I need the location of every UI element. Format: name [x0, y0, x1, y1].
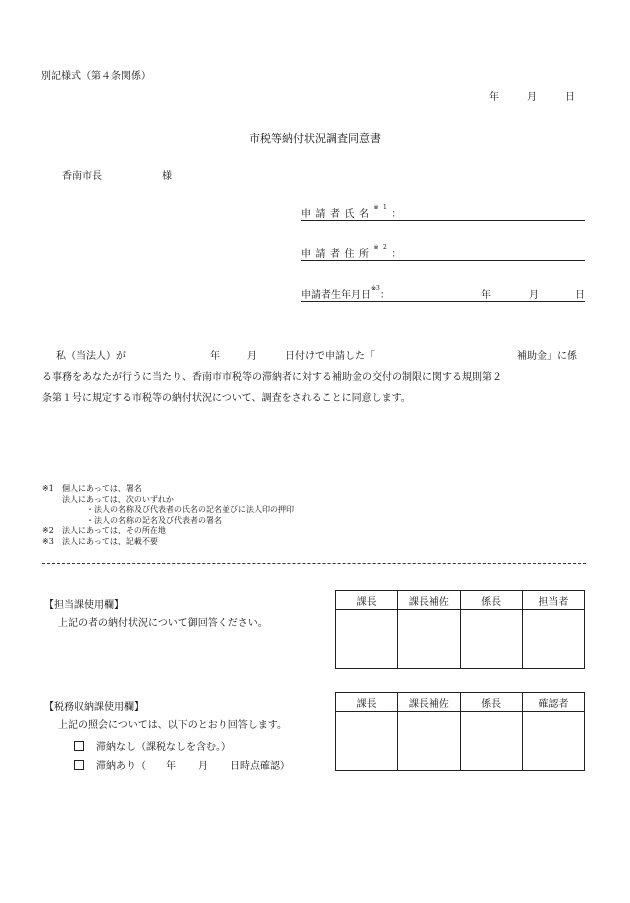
stamp-col-header: 係長: [460, 591, 522, 610]
birth-month-label: 月: [529, 290, 539, 301]
option-no-delinquency-label: 滞納なし（課税なしを含む。）: [96, 742, 231, 753]
option-delinquency[interactable]: [74, 757, 290, 772]
applicant-birthdate-label: 申請者生年月日: [301, 290, 371, 301]
stamp-col-header: 課長: [336, 693, 398, 712]
stamp-col-header: 担当者: [522, 591, 584, 610]
stamp-col-header: 課長補佐: [398, 693, 460, 712]
date-year: 年: [489, 92, 499, 103]
stamp-cell[interactable]: [336, 610, 398, 669]
form-reference: 別記様式（第４条関係）: [41, 71, 151, 82]
consent-line3: 条第１号に規定する市税等の納付状況について、調査をされることに同意します。: [42, 393, 411, 404]
applicant-name-field[interactable]: 申請者氏名$^{※1}$：: [301, 205, 585, 221]
applicant-address-field[interactable]: 申請者住所$^{※2}$：: [301, 245, 585, 261]
document-title: 市税等納付状況調査同意書: [249, 132, 381, 145]
consent-line1-start: 私（当法人）が: [56, 351, 126, 362]
document-date: [489, 88, 575, 103]
date-day: 日: [565, 92, 575, 103]
applicant-address-label: 申請者住所: [301, 249, 374, 260]
stamp-cell[interactable]: [398, 712, 460, 771]
addressee-name: 香南市長: [62, 171, 102, 182]
applicant-name-label: 申請者氏名: [301, 209, 374, 220]
consent-month: 月: [247, 351, 257, 362]
section2-reply-text: 上記の照会については、以下のとおり回答します。: [58, 720, 287, 731]
stamp-cell[interactable]: [398, 610, 460, 669]
note-mark-2: ※2: [373, 244, 392, 251]
stamp-cell[interactable]: [460, 610, 522, 669]
stamp-col-header: 係長: [460, 693, 522, 712]
consent-statement: [42, 346, 587, 409]
section1-heading: 【担当課使用欄】: [44, 600, 124, 611]
consent-line1-end: 補助金」に係: [517, 351, 577, 362]
section2-heading: 【税務収納課使用欄】: [44, 702, 144, 713]
stamp-cell[interactable]: [522, 610, 584, 669]
cut-line-divider: [42, 563, 586, 564]
checkbox-no-delinquency[interactable]: [74, 741, 84, 751]
confirm-year: 年: [166, 761, 176, 772]
option-no-delinquency[interactable]: [74, 738, 231, 753]
consent-line2: る事務をあなたが行うに当たり、香南市市税等の滞納者に対する補助金の交付の制限に関する規則第２: [42, 372, 502, 383]
confirm-day-suffix: 日時点確認）: [230, 761, 290, 772]
consent-year: 年: [210, 351, 220, 362]
checkbox-delinquency[interactable]: [74, 760, 84, 770]
note-mark-1: ※1: [373, 204, 392, 211]
birth-year-label: 年: [481, 290, 491, 301]
section2-stamp-table: [335, 692, 585, 771]
stamp-col-header: 確認者: [522, 693, 584, 712]
section1-request-text: 上記の者の納付状況について御回答ください。: [58, 618, 268, 629]
stamp-col-header: 課長: [336, 591, 398, 610]
stamp-cell[interactable]: [522, 712, 584, 771]
applicant-birthdate-field[interactable]: 申請者生年月日$^{※3}$： 年 月 日: [301, 285, 585, 301]
confirm-month: 月: [198, 761, 208, 772]
birth-day-label: 日: [575, 290, 585, 301]
section1-stamp-table: [335, 590, 585, 669]
stamp-cell[interactable]: [336, 712, 398, 771]
addressee: [62, 167, 172, 182]
date-month: 月: [527, 92, 537, 103]
addressee-honorific: 様: [162, 171, 172, 182]
stamp-cell[interactable]: [460, 712, 522, 771]
stamp-col-header: 課長補佐: [398, 591, 460, 610]
option-delinquency-label: 滞納あり（: [96, 761, 146, 772]
note-mark-3: ※3: [371, 285, 380, 292]
consent-line1-mid: 日付けで申請した「: [285, 351, 375, 362]
